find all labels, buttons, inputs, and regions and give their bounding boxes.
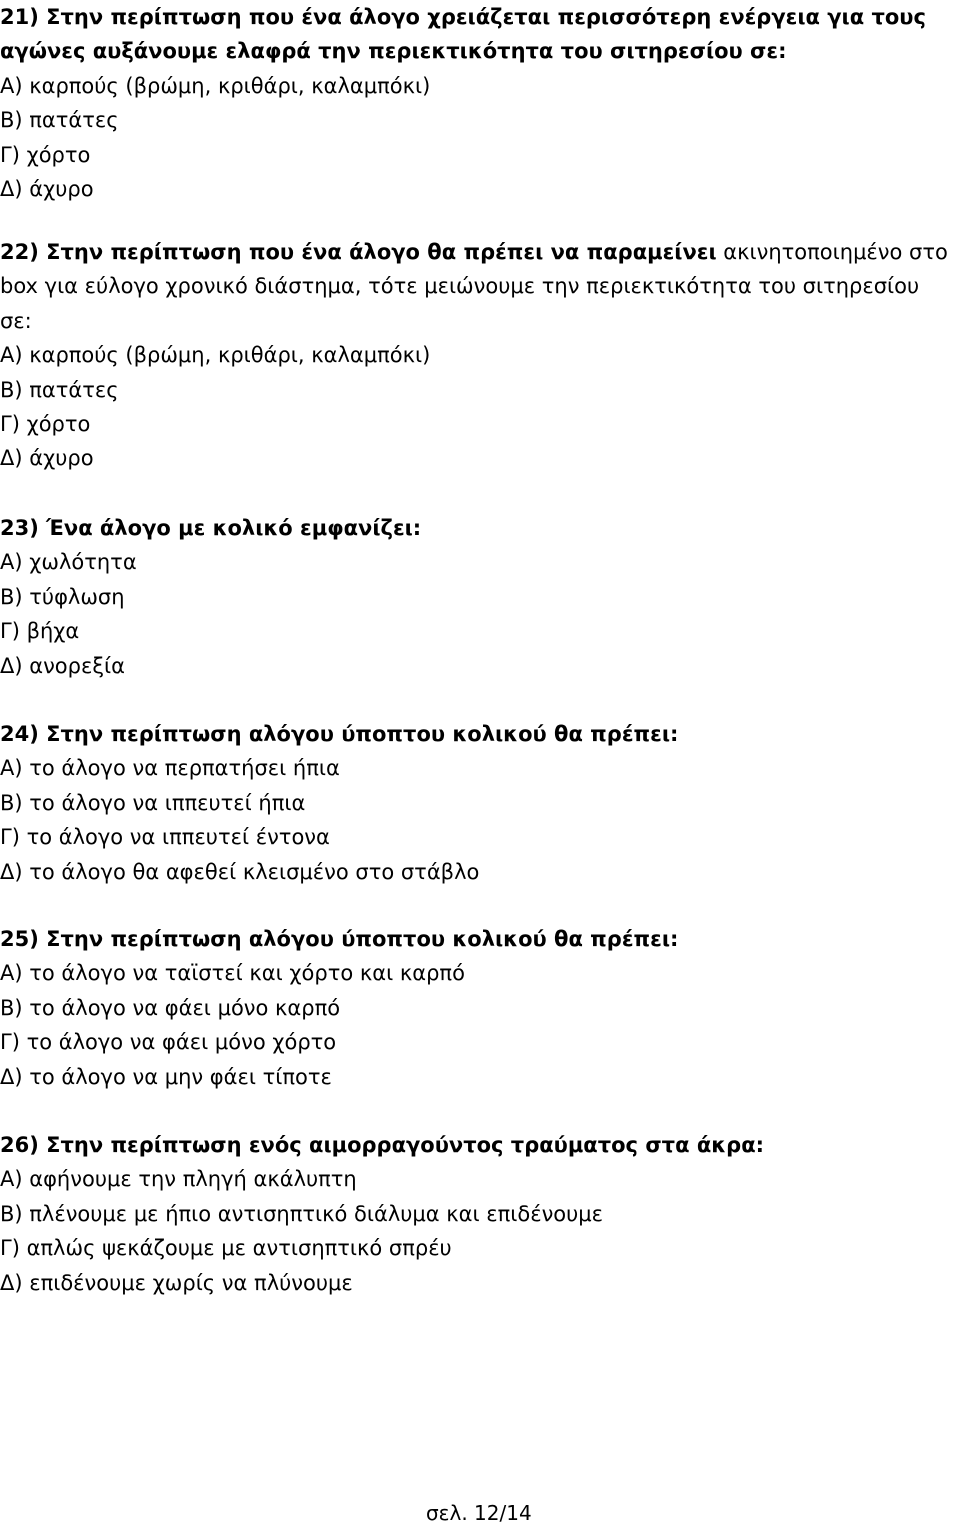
question-26-option-d: Δ) επιδένουμε χωρίς να πλύνουμε — [0, 1270, 353, 1295]
question-22-option-b: Β) πατάτες — [0, 377, 119, 402]
question-24-option-c: Γ) το άλογο να ιππευτεί έντονα — [0, 825, 330, 850]
question-25-option-c: Γ) το άλογο να φάει μόνο χόρτο — [0, 1030, 337, 1055]
question-21-option-d: Δ) άχυρο — [0, 176, 94, 201]
question-26-option-c: Γ) απλώς ψεκάζουμε με αντισηπτικό σπρέυ — [0, 1236, 452, 1261]
question-21-title-line-2: αγώνες αυξάνουμε ελαφρά την περιεκτικότητα του σιτηρεσίου σε: — [0, 39, 787, 64]
question-25-option-b: Β) το άλογο να φάει μόνο καρπό — [0, 995, 341, 1020]
question-21-option-b: Β) πατάτες — [0, 108, 119, 133]
question-22-option-c: Γ) χόρτο — [0, 411, 91, 436]
question-26-title: 26) Στην περίπτωση ενός αιμορραγούντος τραύματος στα άκρα: — [0, 1133, 765, 1157]
question-21-option-a: Α) καρπούς (βρώμη, κριθάρι, καλαμπόκι) — [0, 73, 431, 98]
question-23 — [0, 511, 960, 683]
question-24-option-a: Α) το άλογο να περπατήσει ήπια — [0, 756, 340, 781]
question-22 — [0, 235, 960, 476]
question-23-option-c: Γ) βήχα — [0, 619, 80, 644]
question-24-title: 24) Στην περίπτωση αλόγου ύποπτου κολικού θα πρέπει: — [0, 722, 679, 746]
question-22-title-bold: 22) Στην περίπτωση που ένα άλογο θα πρέπει να παραμείνει — [0, 240, 717, 264]
question-25-option-a: Α) το άλογο να ταϊστεί και χόρτο και καρπό — [0, 961, 465, 986]
question-21-title-line-1: 21) Στην περίπτωση που ένα άλογο χρειάζεται περισσότερη ενέργεια για τους — [0, 5, 926, 29]
question-25 — [0, 922, 960, 1094]
question-26 — [0, 1128, 960, 1300]
question-22-title-line-2: box για εύλογο χρονικό διάστημα, τότε μειώνουμε την περιεκτικότητα του σιτηρεσίου — [0, 274, 920, 299]
question-21-option-c: Γ) χόρτο — [0, 142, 91, 167]
question-24-option-d: Δ) το άλογο θα αφεθεί κλεισμένο στο στάβλο — [0, 859, 480, 884]
question-24-option-b: Β) το άλογο να ιππευτεί ήπια — [0, 790, 306, 815]
question-22-option-d: Δ) άχυρο — [0, 446, 94, 471]
question-23-option-d: Δ) ανορεξία — [0, 653, 125, 678]
question-24 — [0, 717, 960, 889]
question-23-option-b: Β) τύφλωση — [0, 584, 125, 609]
question-22-title-line-3: σε: — [0, 308, 32, 333]
question-25-title: 25) Στην περίπτωση αλόγου ύποπτου κολικού θα πρέπει: — [0, 927, 679, 951]
question-23-option-a: Α) χωλότητα — [0, 550, 137, 575]
question-26-option-a: Α) αφήνουμε την πληγή ακάλυπτη — [0, 1167, 357, 1192]
question-21 — [0, 0, 960, 206]
question-22-title-line-1 — [0, 235, 960, 269]
question-23-title: 23) Ένα άλογο με κολικό εμφανίζει: — [0, 516, 422, 540]
question-25-option-d: Δ) το άλογο να μην φάει τίποτε — [0, 1064, 332, 1089]
page-number: σελ. 12/14 — [426, 1501, 532, 1525]
question-22-title-plain: ακινητοποιημένο στο — [716, 240, 948, 264]
question-26-option-b: Β) πλένουμε με ήπιο αντισηπτικό διάλυμα και επιδένουμε — [0, 1201, 604, 1226]
question-22-option-a: Α) καρπούς (βρώμη, κριθάρι, καλαμπόκι) — [0, 343, 431, 368]
